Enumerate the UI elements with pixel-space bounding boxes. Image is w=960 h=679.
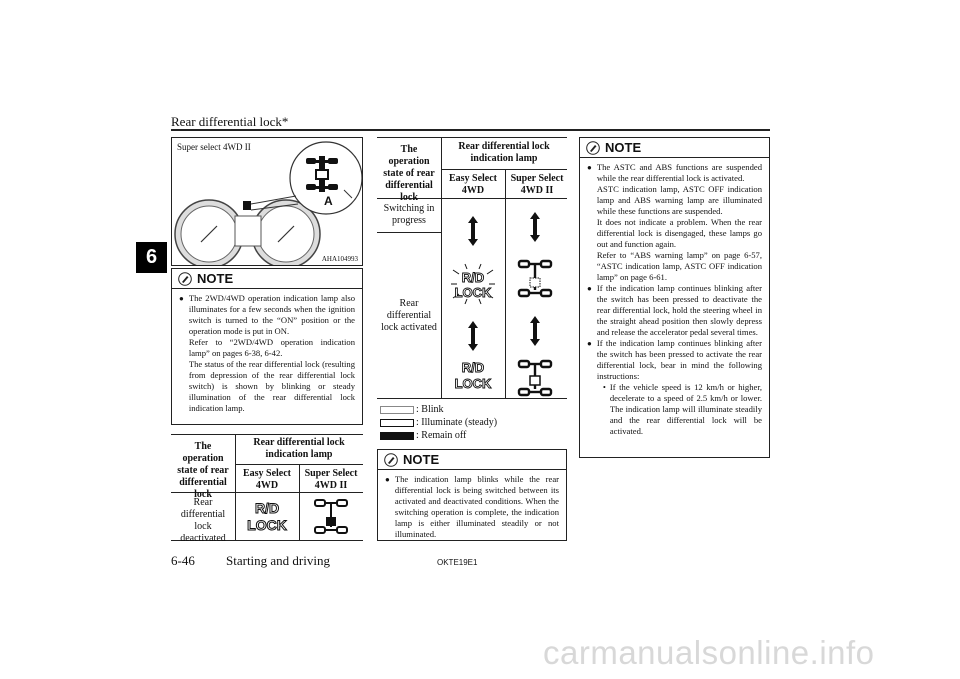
note-paragraph: The status of the rear differential lock (resulting from depression of the rear differential lock switch) is shown by blinking or steady illumination of the rear differential lock indication lamp. [188,359,355,413]
note-box-right [579,137,770,458]
note-header [580,138,769,158]
row-label-activated: Rear differential lock activated [381,298,437,333]
note-box-left [171,268,363,425]
row-label-switching: Switching in progress [383,203,435,226]
note-sub-paragraph: If the vehicle speed is 12 km/h or higher, decelerate to a speed of 2.5 km/h or lower. The indication lamp will illuminate steadily and the rear differential lock will be activated. [609,382,762,436]
cluster-drawing [172,138,362,265]
footer-code: OKTE19E1 [437,558,478,567]
note-paragraph: If the indication lamp continues blinking after the switch has been pressed to activate the rear differential lock, bear in mind the following instructions: [596,338,762,381]
legend-blink [380,404,444,415]
lock-text-lock: LOCK [247,517,287,533]
group-header: Rear differential lock indication lamp [253,437,345,460]
col-header-state: The operation state of rear differential lock [177,441,229,500]
note-paragraph: Refer to “ABS warning lamp” on page 6-57, “ASTC indication lamp, ASTC OFF indication lamp” on page 6-61. [596,250,762,282]
bullet-icon: ● [587,339,592,348]
sub-bullet-icon: • [602,382,606,392]
note-body [172,289,362,419]
chapter-tab: 6 [136,242,167,273]
easy-select-sequence [443,200,503,400]
rd-lock-icon [237,499,297,535]
callout-label: A [324,194,333,208]
lock-text-rd: R/D [461,360,485,375]
section-header: Rear differential lock* [171,114,289,129]
page-number: 6-46 [171,553,195,568]
instrument-illustration [171,137,363,266]
note-paragraph: Refer to “2WD/4WD operation indication lamp” on pages 6-38, 6-42. [188,337,355,358]
note-title: NOTE [197,271,234,286]
legend-steady [380,417,497,428]
note-paragraph: The indication lamp blinks while the rear differential lock is being switched between its activated and deactivated conditions. When the switching operation is complete, the indication lamp is either illuminated steadily or not illuminated. [394,474,559,539]
bullet-icon: ● [385,475,390,484]
group-header: Rear differential lock indication lamp [458,141,550,164]
note-header [172,269,362,289]
bullet-icon: ● [179,294,184,303]
legend-text: : Blink [416,404,444,415]
note-title: NOTE [403,452,440,467]
lamp-table-right [377,137,567,399]
super-select-sequence [505,200,565,400]
figure-code: AHA104993 [321,255,358,263]
sub-header-easy: Easy Select 4WD [242,468,292,491]
lock-text-rd: R/D [254,500,280,516]
note-body [580,158,769,442]
note-body [378,470,566,545]
lock-text-rd: R/D [461,270,485,285]
row-label: Rear differential lock deactivated [180,497,226,544]
lock-text-lock: LOCK [454,285,492,300]
note-box-middle [377,449,567,541]
pencil-icon [384,453,398,467]
col-header-state: The operation state of rear differential lock [383,144,435,203]
lock-text-lock: LOCK [454,376,492,391]
pencil-icon [178,272,192,286]
sub-header-super: Super Select 4WD II [510,173,564,196]
off-swatch-icon [380,432,414,440]
note-paragraph: The ASTC and ABS functions are suspended while the rear differential lock is activated. [596,162,762,183]
bullet-icon: ● [587,284,592,293]
note-header [378,450,566,470]
illustration-caption: Super select 4WD II [177,142,251,152]
note-paragraph: ASTC indication lamp, ASTC OFF indication lamp and ABS warning lamp are illuminated while these functions are suspended. [596,184,762,216]
sub-header-super: Super Select 4WD II [304,468,358,491]
footer-section: Starting and driving [226,553,330,568]
lamp-table-left [171,434,363,544]
note-paragraph: If the indication lamp continues blinking after the switch has been pressed to deactivate the rear differential lock, hold the steering wheel in the straight ahead position then slowly depress and release the accelerator pedal several times. [596,283,762,337]
note-paragraph: It does not indicate a problem. When the rear differential lock is disengaged, these lamps go out and function again. [596,217,762,249]
note-title: NOTE [605,140,642,155]
bullet-icon: ● [587,163,592,172]
note-paragraph: The 2WD/4WD operation indication lamp also illuminates for a few seconds when the ignition switch is turned to the “ON” position or the operation mode is put in ON. [188,293,355,336]
sub-header-easy: Easy Select 4WD [448,173,498,196]
watermark: carmanualsonline.info [543,634,875,671]
steady-swatch-icon [380,419,414,427]
legend-text: : Remain off [416,430,467,441]
legend-text: : Illuminate (steady) [416,417,498,428]
blink-swatch-icon [380,406,414,414]
drivetrain-icon [314,497,348,537]
legend-off [380,430,466,441]
header-rule [171,129,770,131]
pencil-icon [586,141,600,155]
